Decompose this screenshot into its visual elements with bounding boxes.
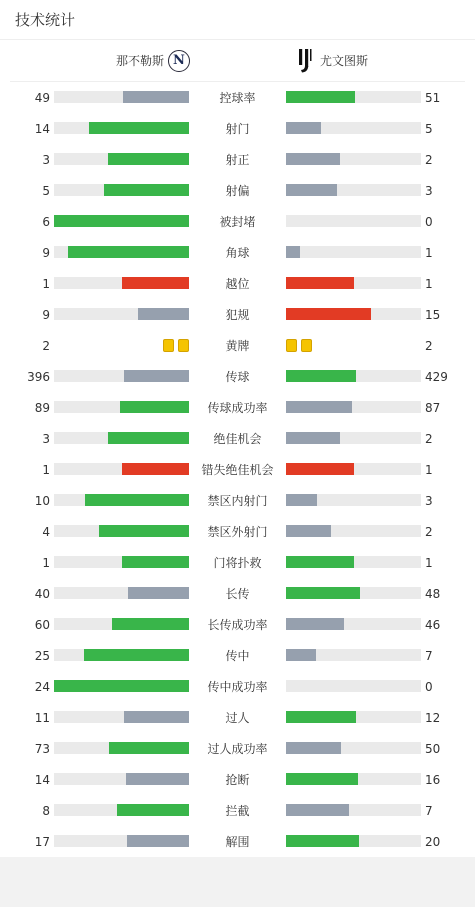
home-value: 1 [42,556,50,570]
home-bar-fill [112,618,189,630]
away-bar [286,804,421,816]
stat-row [0,733,475,764]
away-bar-fill [286,246,300,258]
home-yellow-cards [163,339,189,352]
home-bar-fill [108,153,189,165]
juventus-logo-icon [296,47,316,75]
stat-label: 过人成功率 [207,742,268,756]
away-bar-fill [286,153,340,165]
home-value: 9 [42,308,50,322]
stat-label: 控球率 [219,91,256,105]
away-bar [286,184,421,196]
away-yellow-cards [286,339,312,352]
home-value: 11 [34,711,50,725]
stat-row [0,144,475,175]
home-value: 40 [34,587,50,601]
away-value: 429 [425,370,448,384]
home-value: 49 [34,91,50,105]
home-value: 4 [42,525,50,539]
away-value: 2 [425,525,433,539]
stat-row [0,392,475,423]
stat-label: 错失绝佳机会 [201,463,274,477]
away-bar [286,556,421,568]
stat-label: 犯规 [225,308,250,322]
home-bar [54,153,189,165]
page-title: 技术统计 [0,0,475,40]
stat-label: 射正 [225,153,250,167]
stat-label: 解围 [225,835,250,849]
stat-row [0,826,475,857]
away-bar-fill [286,91,355,103]
home-value: 10 [34,494,50,508]
home-value: 2 [42,339,50,353]
home-bar [54,370,189,382]
home-bar-fill [120,401,189,413]
away-bar-fill [286,494,317,506]
stat-label: 角球 [225,246,250,260]
away-bar [286,401,421,413]
away-bar [286,680,421,692]
stat-label: 传球 [225,370,250,384]
home-value: 25 [34,649,50,663]
home-bar-fill [138,308,189,320]
home-value: 3 [42,432,50,446]
yellow-card-icon [163,339,174,352]
stat-label: 被封堵 [219,215,256,229]
yellow-card-icon [301,339,312,352]
home-bar-fill [54,680,189,692]
away-value: 50 [425,742,441,756]
stat-row [0,361,475,392]
stat-label: 过人 [225,711,250,725]
home-bar-fill [54,215,189,227]
stat-label: 禁区外射门 [207,525,268,539]
home-bar [54,246,189,258]
away-value: 7 [425,649,433,663]
home-bar [54,773,189,785]
away-bar-fill [286,525,331,537]
home-value: 8 [42,804,50,818]
stat-row [0,206,475,237]
stats-list [0,82,475,857]
home-value: 60 [34,618,50,632]
away-bar-fill [286,711,356,723]
home-bar [54,649,189,661]
stat-label: 射门 [225,122,250,136]
home-bar-fill [117,804,189,816]
home-bar [54,618,189,630]
away-bar [286,463,421,475]
stat-row [0,609,475,640]
home-value: 1 [42,277,50,291]
stat-label: 长传 [225,587,250,601]
home-bar [54,556,189,568]
home-value: 73 [34,742,50,756]
away-value: 1 [425,246,433,260]
home-bar [54,308,189,320]
away-team[interactable] [296,47,368,75]
away-bar-fill [286,432,340,444]
stat-label: 长传成功率 [207,618,268,632]
away-bar [286,432,421,444]
home-bar-fill [123,91,189,103]
home-value: 9 [42,246,50,260]
away-value: 1 [425,463,433,477]
away-bar-fill [286,804,349,816]
home-team-name: 那不勒斯 [115,54,164,68]
home-value: 17 [34,835,50,849]
stat-row [0,237,475,268]
stat-label: 拦截 [225,804,250,818]
away-bar [286,835,421,847]
home-value: 6 [42,215,50,229]
away-bar [286,649,421,661]
stat-label: 传球成功率 [207,401,268,415]
home-bar [54,277,189,289]
home-bar [54,804,189,816]
home-bar [54,680,189,692]
home-bar [54,463,189,475]
home-bar-fill [124,711,189,723]
home-bar-fill [109,742,189,754]
away-bar [286,525,421,537]
away-value: 2 [425,432,433,446]
stat-row [0,795,475,826]
stat-label: 射偏 [225,184,250,198]
stat-row [0,578,475,609]
home-bar-fill [127,835,189,847]
stat-row [0,454,475,485]
away-bar [286,246,421,258]
home-bar [54,401,189,413]
stat-row [0,330,475,361]
stat-row [0,268,475,299]
home-value: 396 [27,370,50,384]
away-bar-fill [286,649,316,661]
home-bar-fill [84,649,189,661]
away-bar-fill [286,742,341,754]
yellow-card-icon [286,339,297,352]
away-value: 5 [425,122,433,136]
home-bar-fill [108,432,189,444]
away-bar [286,277,421,289]
away-bar [286,587,421,599]
away-value: 12 [425,711,441,725]
away-value: 87 [425,401,441,415]
home-bar [54,711,189,723]
home-bar-fill [122,277,190,289]
away-bar [286,773,421,785]
stat-row [0,516,475,547]
away-value: 46 [425,618,441,632]
stat-label: 抢断 [225,773,250,787]
away-bar-fill [286,773,358,785]
away-bar [286,370,421,382]
home-bar [54,432,189,444]
stat-row [0,423,475,454]
home-bar [54,587,189,599]
stat-label: 越位 [225,277,250,291]
away-bar [286,711,421,723]
away-bar-fill [286,122,321,134]
home-value: 24 [34,680,50,694]
away-value: 48 [425,587,441,601]
napoli-logo-icon: N [168,50,190,72]
home-bar [54,742,189,754]
stat-row [0,671,475,702]
away-bar [286,494,421,506]
yellow-card-icon [178,339,189,352]
home-bar-fill [122,463,190,475]
home-bar [54,835,189,847]
home-team[interactable] [10,50,190,72]
away-bar [286,742,421,754]
home-bar-fill [122,556,190,568]
away-team-name: 尤文图斯 [320,54,369,68]
away-bar-fill [286,401,352,413]
home-bar-fill [126,773,189,785]
away-value: 3 [425,184,433,198]
away-value: 2 [425,339,433,353]
away-bar-fill [286,835,359,847]
away-value: 16 [425,773,441,787]
home-bar-fill [99,525,189,537]
home-value: 14 [34,122,50,136]
away-value: 0 [425,215,433,229]
home-bar [54,91,189,103]
away-value: 1 [425,277,433,291]
stat-label: 黄牌 [225,339,250,353]
home-value: 3 [42,153,50,167]
home-value: 89 [34,401,50,415]
away-value: 7 [425,804,433,818]
stat-row [0,299,475,330]
away-value: 51 [425,91,441,105]
away-bar [286,122,421,134]
away-bar-fill [286,370,356,382]
away-bar-fill [286,618,344,630]
home-bar [54,122,189,134]
away-value: 1 [425,556,433,570]
away-bar-fill [286,277,354,289]
stat-row [0,485,475,516]
home-bar-fill [128,587,189,599]
home-value: 5 [42,184,50,198]
away-value: 3 [425,494,433,508]
away-bar [286,308,421,320]
home-value: 1 [42,463,50,477]
stat-row [0,175,475,206]
stat-label: 传中成功率 [207,680,268,694]
away-value: 20 [425,835,441,849]
away-bar-fill [286,556,354,568]
home-bar [54,215,189,227]
away-bar [286,153,421,165]
stat-label: 禁区内射门 [207,494,268,508]
away-bar [286,618,421,630]
home-bar-fill [104,184,189,196]
away-value: 0 [425,680,433,694]
stat-label: 门将扑救 [213,556,262,570]
stat-row [0,702,475,733]
away-bar-fill [286,308,371,320]
stat-row [0,640,475,671]
away-bar-fill [286,184,337,196]
home-bar-fill [85,494,189,506]
away-value: 15 [425,308,441,322]
home-bar-fill [89,122,189,134]
stat-row [0,547,475,578]
away-bar-fill [286,587,360,599]
home-bar-fill [124,370,189,382]
away-bar [286,91,421,103]
away-bar-fill [286,463,354,475]
stat-row [0,113,475,144]
home-bar-fill [68,246,190,258]
stat-label: 传中 [225,649,250,663]
teams-header [10,40,465,82]
home-bar [54,494,189,506]
stat-row [0,764,475,795]
home-value: 14 [34,773,50,787]
home-bar [54,525,189,537]
home-bar [54,184,189,196]
stat-label: 绝佳机会 [213,432,262,446]
away-bar [286,215,421,227]
away-value: 2 [425,153,433,167]
stat-row [0,82,475,113]
